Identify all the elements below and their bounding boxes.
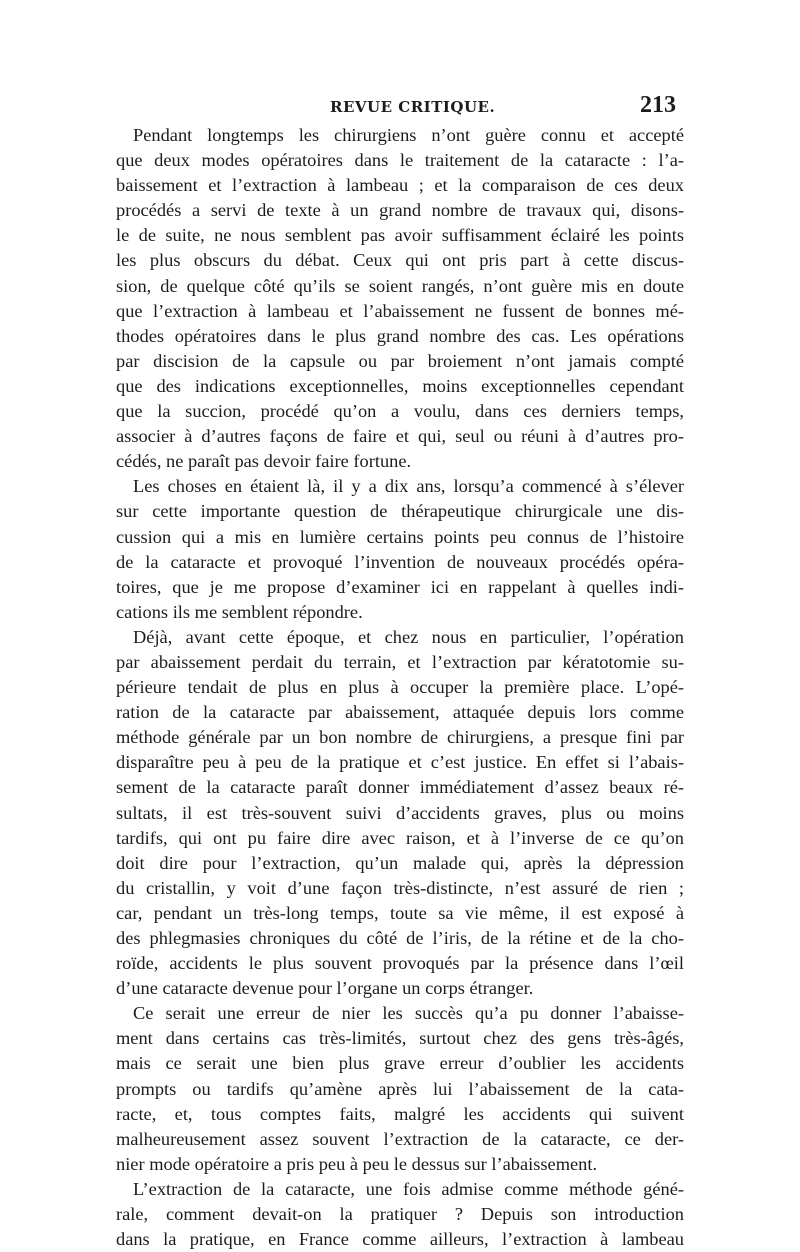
text-line: méthode générale par un bon nombre de chirurgiens, a presque fini par [116,727,684,748]
text-line: ment dans certains cas très-limités, surtout chez des gens très-âgés, [116,1028,684,1049]
text-line: doit dire pour l’extraction, qu’un malade qui, après la dépression [116,852,684,873]
text-line: les plus obscurs du débat. Ceux qui ont pris part à cette discus- [116,250,684,271]
text-line: d’une cataracte devenue pour l’organe un corps étranger. [116,978,534,999]
text-line: périeure tendait de plus en plus à occuper la première place. L’opé- [116,677,684,698]
text-line: tardifs, qui ont pu faire dire avec raison, et à l’inverse de ce qu’on [116,827,684,848]
text-line: cussion qui a mis en lumière certains points peu connus de l’histoire [116,526,684,547]
text-line: car, pendant un très-long temps, toute sa vie même, il est exposé à [116,902,684,923]
text-line: sion, de quelque côté qu’ils se soient rangés, n’ont guère mis en doute [116,275,684,296]
text-line: le de suite, ne nous semblent pas avoir suffisamment éclairé les points [116,225,684,246]
text-line: cations ils me semblent répondre. [116,601,363,622]
text-line: Déjà, avant cette époque, et chez nous en particulier, l’opération [133,626,684,647]
text-line: L’extraction de la cataracte, une fois admise comme méthode géné- [133,1178,684,1199]
text-line: nier mode opératoire a pris peu à peu le dessus sur l’abaissement. [116,1153,598,1174]
text-line: par abaissement perdait du terrain, et l’extraction par kératotomie su- [116,651,684,672]
text-line: toires, que je me propose d’examiner ici en rappelant à quelles indi- [116,576,684,597]
text-line: baissement et l’extraction à lambeau ; et la comparaison de ces deux [116,175,684,196]
running-head-title: REVUE CRITIQUE. [330,98,496,116]
text-line: que la succion, procédé qu’on a voulu, dans ces derniers temps, [116,401,684,422]
text-line: ration de la cataracte par abaissement, attaquée depuis lors comme [116,702,684,723]
text-line: malheureusement assez souvent l’extraction de la cataracte, ce der- [116,1128,684,1149]
text-line: sultats, il est très-souvent suivi d’accidents graves, plus ou moins [116,802,684,823]
text-line: procédés a servi de texte à un grand nombre de travaux qui, disons- [116,200,684,221]
text-line: Les choses en étaient là, il y a dix ans, lorsqu’a commencé à s’élever [133,476,684,497]
text-line: mais ce serait une bien plus grave erreur d’oublier les accidents [116,1053,684,1074]
text-line: disparaître peu à peu de la pratique et c’est justice. En effet si l’abais- [116,752,684,773]
text-line: Ce serait une erreur de nier les succès qu’a pu donner l’abaisse- [133,1003,684,1024]
text-line: associer à d’autres façons de faire et qui, seul ou réuni à d’autres pro- [116,426,684,447]
text-line: du cristallin, y voit d’une façon très-distincte, n’est assuré de rien ; [116,877,684,898]
text-line: rale, comment devait-on la pratiquer ? Depuis son introduction [116,1204,684,1225]
text-line: que des indications exceptionnelles, moins exceptionnelles cependant [116,375,684,396]
text-line: dans la pratique, en France comme ailleurs, l’extraction à lambeau [116,1229,684,1250]
running-head [0,92,800,126]
text-line: que deux modes opératoires dans le traitement de la cataracte : l’a- [116,150,684,171]
text-line: roïde, accidents le plus souvent provoqués par la présence dans l’œil [116,953,684,974]
page-number: 213 [640,92,676,118]
text-line: de la cataracte et provoqué l’invention de nouveaux procédés opéra- [116,551,684,572]
text-line: racte, et, tous comptes faits, malgré les accidents qui suivent [116,1103,684,1124]
text-line: par discision de la capsule ou par broiement n’ont jamais compté [116,350,684,371]
text-line: sement de la cataracte paraît donner immédiatement d’assez beaux ré- [116,777,684,798]
text-line: que l’extraction à lambeau et l’abaissement ne fussent de bonnes mé- [116,300,684,321]
text-line: thodes opératoires dans le plus grand nombre des cas. Les opérations [116,325,684,346]
text-line: cédés, ne paraît pas devoir faire fortune. [116,451,412,472]
text-line: sur cette importante question de thérapeutique chirurgicale une dis- [116,501,684,522]
text-line: prompts ou tardifs qu’amène après lui l’abaissement de la cata- [116,1078,684,1099]
body-text [116,123,684,1252]
text-line: des phlegmasies chroniques du côté de l’iris, de la rétine et de la cho- [116,928,684,948]
text-line: Pendant longtemps les chirurgiens n’ont guère connu et accepté [133,125,684,145]
